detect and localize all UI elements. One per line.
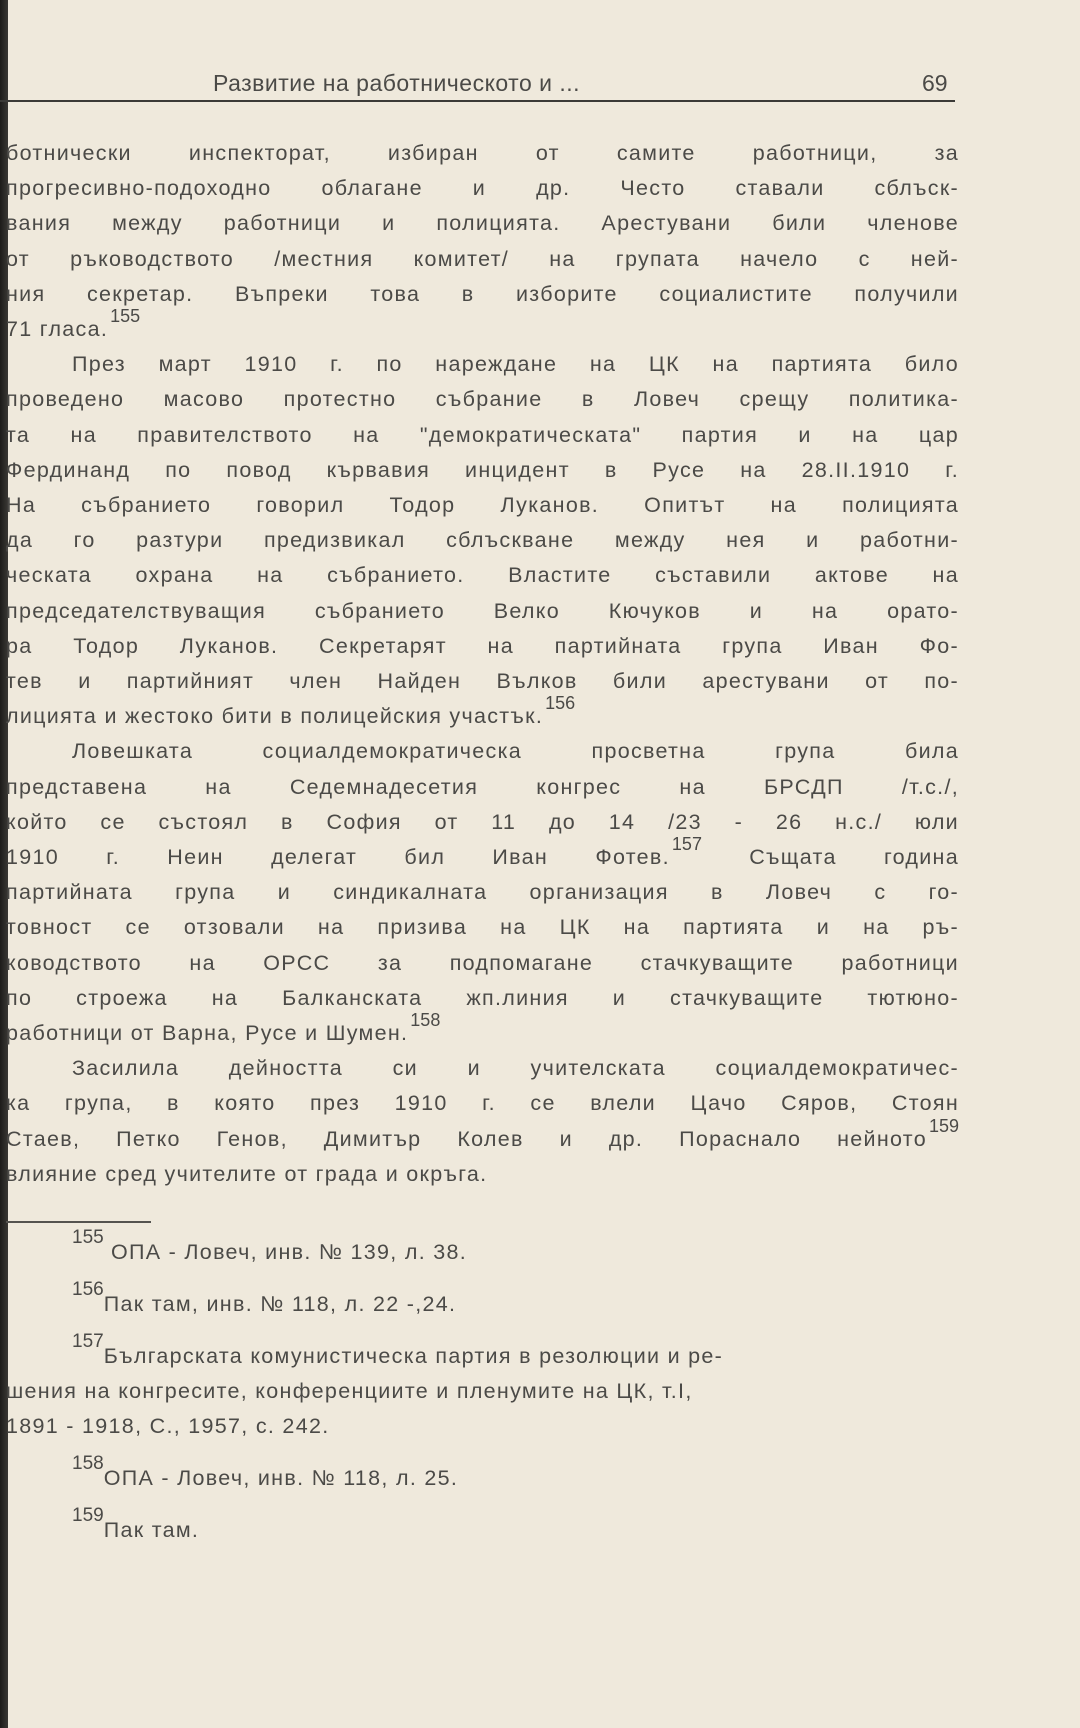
line-text: та на правителството на "демократическата" партия и на цар xyxy=(6,422,959,447)
line-text: ра Тодор Луканов. Секретарят на партийната група Иван Фо- xyxy=(6,633,959,658)
footnote-reference: 155 xyxy=(110,306,141,326)
footnote-text: ОПА - Ловеч, инв. № 118, л. 25. xyxy=(103,1466,459,1490)
line-text: 1910 г. Неин делегат бил Иван Фотев. xyxy=(6,845,670,869)
text-line xyxy=(6,1162,959,1187)
line-text: по строежа на Балканската жп.линия и стачкуващите тютюно- xyxy=(6,985,959,1010)
text-line xyxy=(6,693,959,729)
footnote xyxy=(72,1453,459,1491)
text-line xyxy=(72,352,959,377)
footnote-text: 1891 - 1918, С., 1957, с. 242. xyxy=(6,1414,330,1438)
line-text: ководството на ОРСС за подпомагане стачкуващите работници xyxy=(6,950,959,975)
footnote-text: Пак там, инв. № 118, л. 22 -,24. xyxy=(103,1292,457,1316)
text-line xyxy=(6,986,959,1011)
line-text: ческата охрана на събранието. Властите съставили актове на xyxy=(6,563,959,588)
line-text: Засилила дейността си и учителската социалдемократичес- xyxy=(72,1056,959,1081)
line-text: През март 1910 г. по нареждане на ЦК на партията било xyxy=(72,352,959,377)
footnote-text: Българската комунистическа партия в резолюции и ре- xyxy=(103,1344,724,1368)
line-text: председателствуващия събранието Велко Кючуков и на орато- xyxy=(6,598,959,623)
page-number: 69 xyxy=(922,70,948,96)
line-text: Стаев, Петко Генов, Димитър Колев и др. Порасналo нейното xyxy=(6,1126,927,1151)
text-line xyxy=(6,282,959,307)
footnote-separator xyxy=(6,1221,151,1223)
footnote-text: Пак там. xyxy=(103,1518,200,1542)
footnote-number: 155 xyxy=(72,1227,104,1248)
line-text: Фердинанд по повод кървавия инцидент в Русе на 28.II.1910 г. xyxy=(6,457,959,482)
line-text: На събранието говорил Тодор Луканов. Опитът на полицията xyxy=(6,493,959,517)
footnote-number: 158 xyxy=(72,1453,104,1474)
line-text: прогресивно-подоходно облагане и др. Често ставали сблъск- xyxy=(6,176,959,201)
footnote xyxy=(6,1414,329,1439)
text-line xyxy=(6,458,959,483)
text-line xyxy=(6,247,959,272)
text-line xyxy=(6,775,959,800)
text-line xyxy=(6,387,959,412)
text-line xyxy=(72,739,959,764)
footnote xyxy=(72,1505,200,1543)
text-line xyxy=(6,423,959,448)
line-text: работници от Варна, Русе и Шумен. xyxy=(6,1021,409,1045)
text-line xyxy=(72,1056,959,1081)
text-line xyxy=(6,915,959,940)
text-line xyxy=(6,669,959,694)
text-line xyxy=(6,141,959,166)
text-line xyxy=(6,563,959,588)
text-line xyxy=(6,634,959,659)
text-line xyxy=(6,528,959,553)
line-text: проведено масово протестно събрание в Ловеч срещу политика- xyxy=(6,387,959,412)
line-text: лицията и жестоко бити в полицейския участък. xyxy=(6,704,544,729)
text-line xyxy=(6,306,959,342)
line-text: 71 гласа. xyxy=(6,317,109,341)
footnote-number: 156 xyxy=(72,1279,104,1300)
line-text: товност се отзовали на призива на ЦК на партията и на ръ- xyxy=(6,915,959,940)
line-text: който се състоял в София от 11 до 14 /23 - 26 н.с./ юли xyxy=(6,809,959,834)
text-line xyxy=(6,1010,959,1046)
text-line xyxy=(6,834,959,870)
text-line xyxy=(6,599,959,624)
footnote-reference: 159 xyxy=(928,1115,959,1136)
footnote xyxy=(72,1279,457,1317)
line-text: тев и партийният член Найден Вълков били арестувани от по- xyxy=(6,669,959,693)
text-line xyxy=(6,176,959,201)
text-line xyxy=(6,1091,959,1116)
footnote xyxy=(6,1379,693,1404)
footnote xyxy=(72,1227,468,1265)
line-text: ка група, в която през 1910 г. се влели Цачо Сяров, Стоян xyxy=(6,1091,959,1116)
text-line xyxy=(6,1115,959,1152)
line-text: Същата година xyxy=(749,845,959,869)
line-text: влияние сред учителите от града и окръга. xyxy=(6,1161,488,1186)
footnote-reference: 156 xyxy=(545,693,576,714)
text-line xyxy=(6,493,959,518)
footnote-number: 159 xyxy=(72,1505,104,1526)
line-text: партийната група и синдикалната организация в Ловеч с го- xyxy=(6,880,959,905)
footnote-text: шения на конгресите, конференциите и пленумите на ЦК, т.I, xyxy=(6,1379,693,1403)
text-line xyxy=(6,880,959,905)
footnote-number: 157 xyxy=(72,1331,104,1352)
line-text: да го разтури предизвикал сблъскване между нея и работни- xyxy=(6,528,959,553)
line-text: ния секретар. Въпреки това в изборите социалистите получили xyxy=(6,281,959,306)
text-line xyxy=(6,211,959,236)
line-text: вания между работници и полицията. Арестувани били членове xyxy=(6,211,959,236)
footnote-reference: 157 xyxy=(671,834,702,854)
line-text: ботнически инспекторат, избиран от самите работници, за xyxy=(6,141,959,165)
line-text: от ръководството /местния комитет/ на групата начело с ней- xyxy=(6,246,959,271)
line-text: Ловешката социалдемократическа просветна група била xyxy=(72,739,959,764)
running-header: Развитие на работническото и ... xyxy=(213,70,581,96)
line-text: представена на Седемнадесетия конгрес на БРСДП /т.с./, xyxy=(6,774,959,799)
footnote-text: ОПА - Ловеч, инв. № 139, л. 38. xyxy=(103,1240,468,1264)
text-line xyxy=(6,810,959,835)
footnote-reference: 158 xyxy=(410,1010,441,1030)
text-line xyxy=(6,951,959,976)
footnote xyxy=(72,1331,724,1369)
header-rule xyxy=(0,100,955,102)
